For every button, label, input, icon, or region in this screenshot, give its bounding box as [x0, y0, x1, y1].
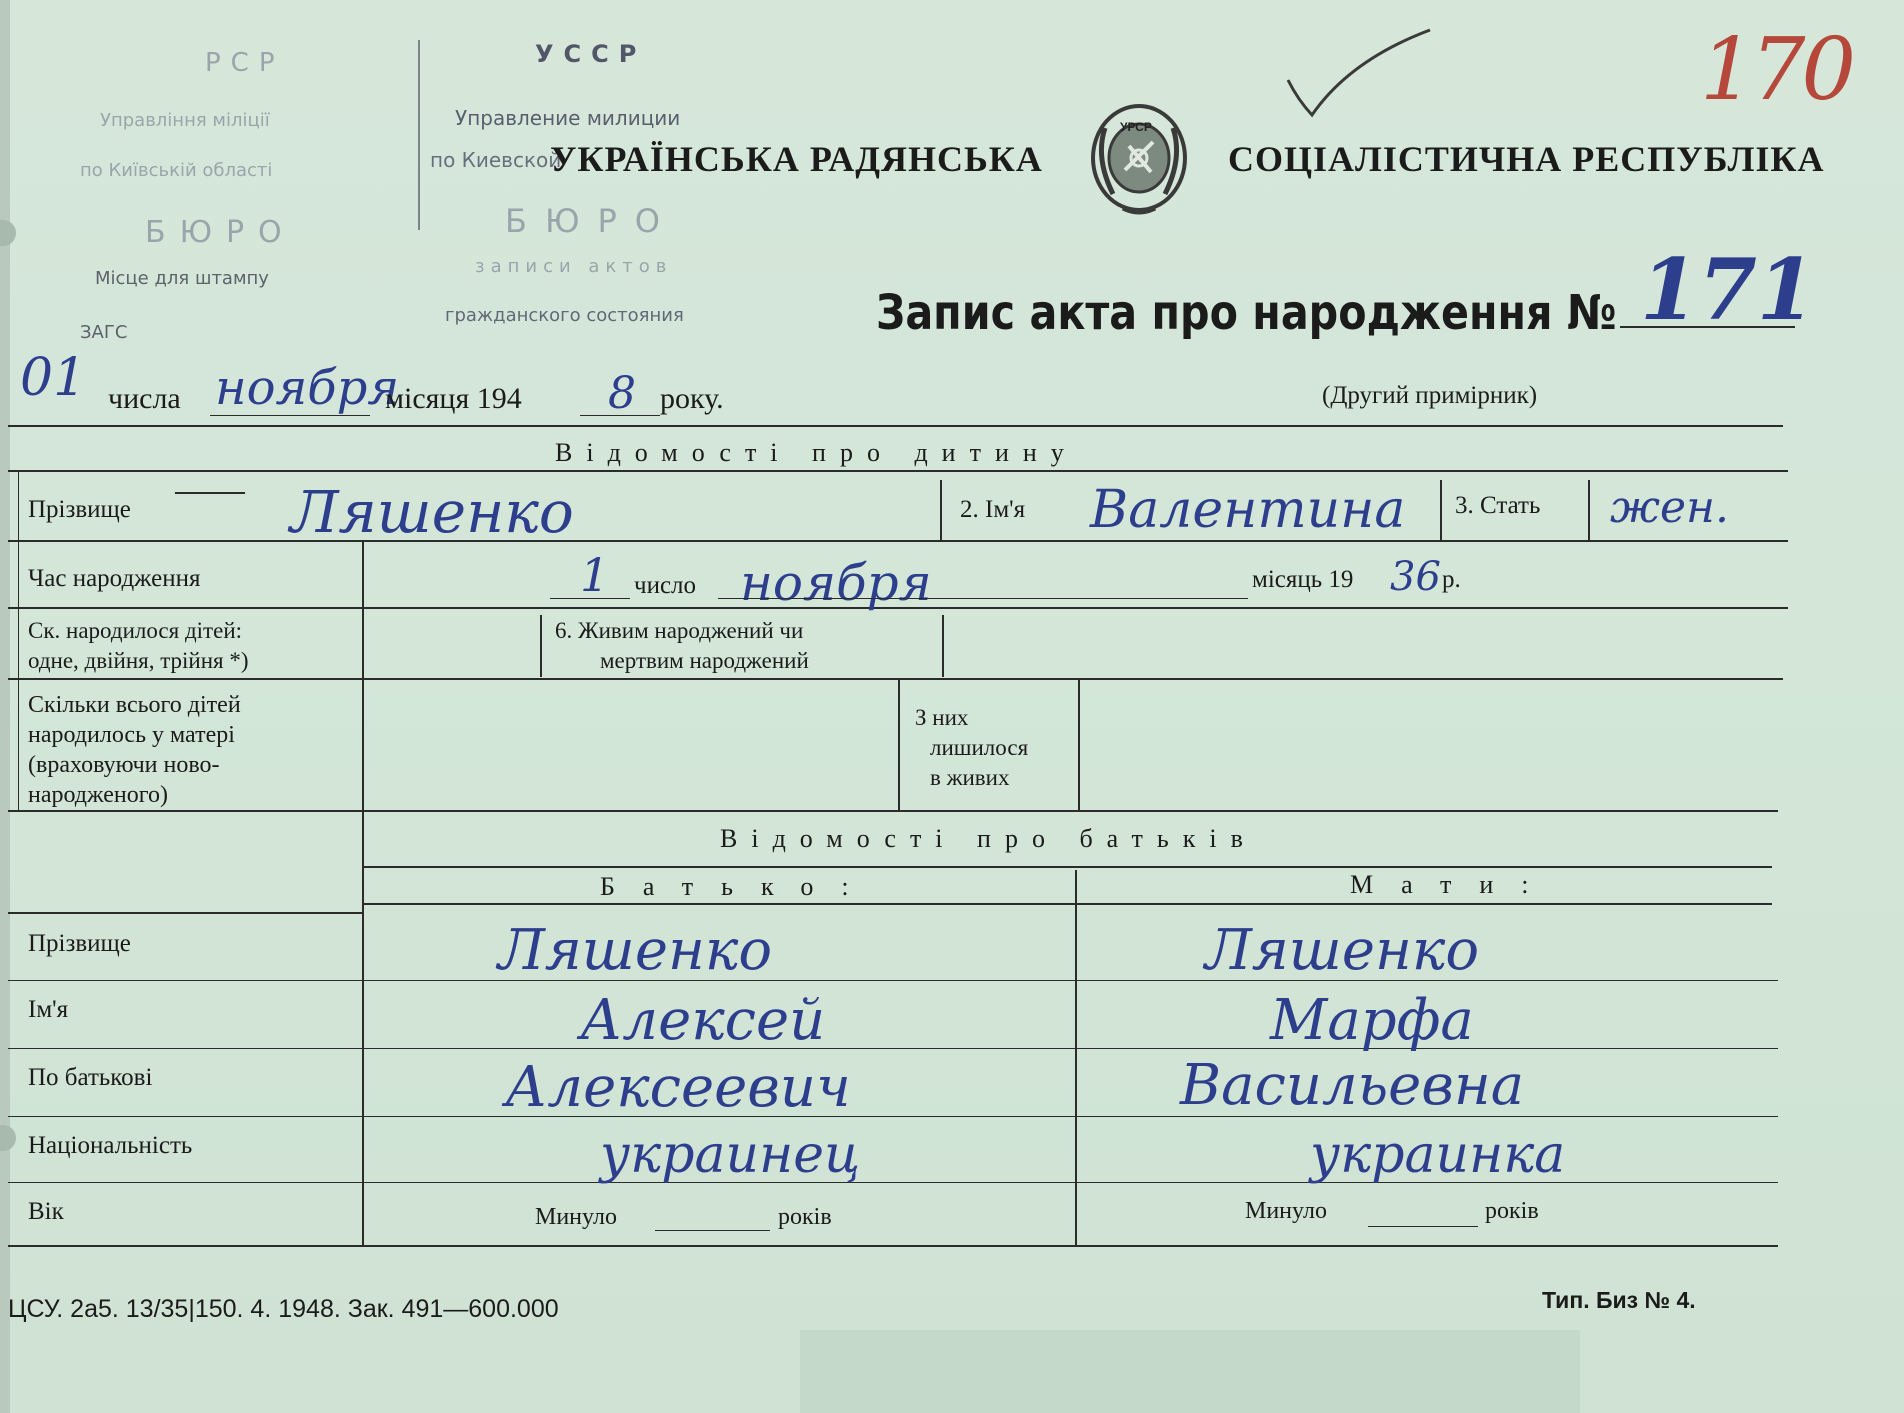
column-divider [1588, 480, 1590, 540]
stamp-right-line: УССР [535, 40, 647, 68]
stamp-divider [418, 40, 420, 230]
child-section-title: Відомості про дитину [555, 438, 1078, 467]
registration-year-digit: 8 [608, 368, 636, 419]
parent-row-label: Прізвище [28, 930, 131, 957]
age-underline [655, 1230, 770, 1231]
father-surname: Ляшенко [498, 918, 773, 983]
father-mother-divider [1075, 870, 1077, 1245]
births-count-label-2: одне, двійня, трійня *) [28, 648, 249, 673]
age-underline [1368, 1226, 1478, 1227]
total-children-label-1: Скільки всього дітей [28, 692, 241, 718]
father-patronymic: Алексеевич [505, 1055, 851, 1120]
mother-name: Марфа [1270, 988, 1474, 1053]
day-label: числа [108, 382, 181, 415]
stamp-right-line: записи актов [475, 256, 673, 277]
record-number: 171 [1640, 240, 1816, 339]
rule [8, 1245, 1778, 1247]
rule [8, 470, 1788, 472]
republic-name-left: УКРАЇНСЬКА РАДЯНСЬКА [550, 139, 1043, 179]
archive-number: 170 [1700, 20, 1853, 120]
record-number-underline [1620, 326, 1795, 328]
print-info: ЦСУ. 2а5. 13/35|150. 4. 1948. Зак. 491—600.000 [8, 1295, 559, 1323]
binding-hole [0, 1125, 16, 1151]
parents-section-title: Відомості про батьків [720, 824, 1257, 853]
stamp-left-line: БЮРО [145, 215, 296, 250]
column-divider [1078, 680, 1080, 810]
total-children-label-4: народженого) [28, 782, 169, 808]
father-age-prefix: Минуло [535, 1204, 617, 1230]
underline [550, 598, 630, 599]
father-age-suffix: років [778, 1204, 832, 1230]
state-emblem-icon [1085, 98, 1193, 220]
year-underline [580, 415, 660, 416]
survived-label-1: З них [915, 705, 969, 730]
stamp-right-line: Управление милиции [455, 106, 681, 130]
emblem-caption: УРСР [1120, 120, 1152, 134]
printer-info: Тип. Биз № 4. [1542, 1287, 1696, 1313]
birth-year-suffix: р. [1442, 566, 1461, 593]
rule [8, 1048, 1778, 1049]
record-title: Запис акта про народження № [876, 285, 1617, 341]
survived-label-3: в живих [930, 765, 1010, 790]
binding-hole [0, 220, 16, 246]
registration-day: 01 [20, 348, 87, 408]
rule [8, 912, 363, 914]
row-number-column [18, 470, 19, 810]
rule [362, 903, 1772, 905]
rule [8, 425, 1783, 427]
mother-header: Мати: [1350, 870, 1557, 899]
parent-row-label: Ім'я [28, 996, 69, 1023]
birth-year-label: місяць 19 [1252, 566, 1354, 593]
age-label: Вік [28, 1198, 64, 1225]
year-label: року. [660, 382, 724, 415]
parent-row-label: Національність [28, 1132, 193, 1159]
sex-label: 3. Стать [1455, 492, 1541, 519]
mother-patronymic: Васильевна [1180, 1053, 1525, 1118]
father-header: Батько: [600, 872, 877, 901]
mother-age-suffix: років [1485, 1198, 1539, 1224]
birth-day-label: число [634, 572, 697, 599]
birth-month: ноября [740, 554, 932, 612]
rule [8, 810, 1778, 812]
rule [8, 980, 1778, 981]
rule [8, 678, 1783, 680]
paper-underlay [800, 1330, 1580, 1413]
republic-name-right: СОЦІАЛІСТИЧНА РЕСПУБЛІКА [1228, 139, 1825, 179]
alive-label-2: мертвим народжений [600, 648, 809, 673]
label-column-divider [362, 540, 364, 1245]
birth-year: 36 [1390, 554, 1441, 600]
month-label: місяця 194 [385, 382, 522, 415]
father-nationality: украинец [600, 1125, 861, 1185]
binding-edge [0, 0, 10, 1413]
stamp-left-line: Управління міліції [100, 110, 270, 131]
column-divider [540, 615, 542, 677]
total-children-label-2: народилось у матері [28, 722, 235, 748]
stamp-right-line: БЮРО [505, 202, 678, 240]
stamp-right-line: гражданского состояния [445, 305, 684, 326]
column-divider [942, 615, 944, 677]
stamp-left-line: Місце для штампу [95, 268, 269, 289]
registration-month: ноября [215, 360, 400, 416]
child-name: Валентина [1090, 480, 1406, 540]
rule [8, 540, 1788, 542]
column-divider [1440, 480, 1442, 540]
child-sex: жен. [1610, 482, 1730, 533]
birth-day: 1 [580, 548, 610, 602]
birth-time-label: Час народження [28, 565, 201, 592]
child-surname: Ляшенко [290, 478, 574, 546]
stamp-left-line: РСР [205, 48, 285, 78]
stamp-left-line: ЗАГС [80, 322, 128, 343]
column-divider [940, 480, 942, 540]
mother-surname: Ляшенко [1205, 918, 1480, 983]
surname-label: Прізвище [28, 496, 131, 523]
mother-age-prefix: Минуло [1245, 1198, 1327, 1224]
births-count-label-1: Ск. народилося дітей: [28, 618, 243, 643]
rule [362, 866, 1772, 868]
stamp-right-line: по Киевской [430, 148, 562, 172]
underline [718, 598, 1248, 599]
father-name: Алексей [580, 988, 826, 1053]
mother-nationality: украинка [1310, 1125, 1566, 1185]
alive-label-1: 6. Живим народжений чи [555, 618, 804, 643]
dash [175, 492, 245, 494]
total-children-label-3: (враховуючи ново- [28, 752, 220, 778]
parent-row-label: По батькові [28, 1064, 153, 1091]
name-label: 2. Ім'я [960, 496, 1026, 523]
copy-note: (Другий примірник) [1322, 382, 1538, 409]
checkmark-icon [1280, 20, 1440, 130]
stamp-left-line: по Київській області [80, 160, 273, 181]
survived-label-2: лишилося [930, 735, 1029, 760]
column-divider [898, 680, 900, 810]
